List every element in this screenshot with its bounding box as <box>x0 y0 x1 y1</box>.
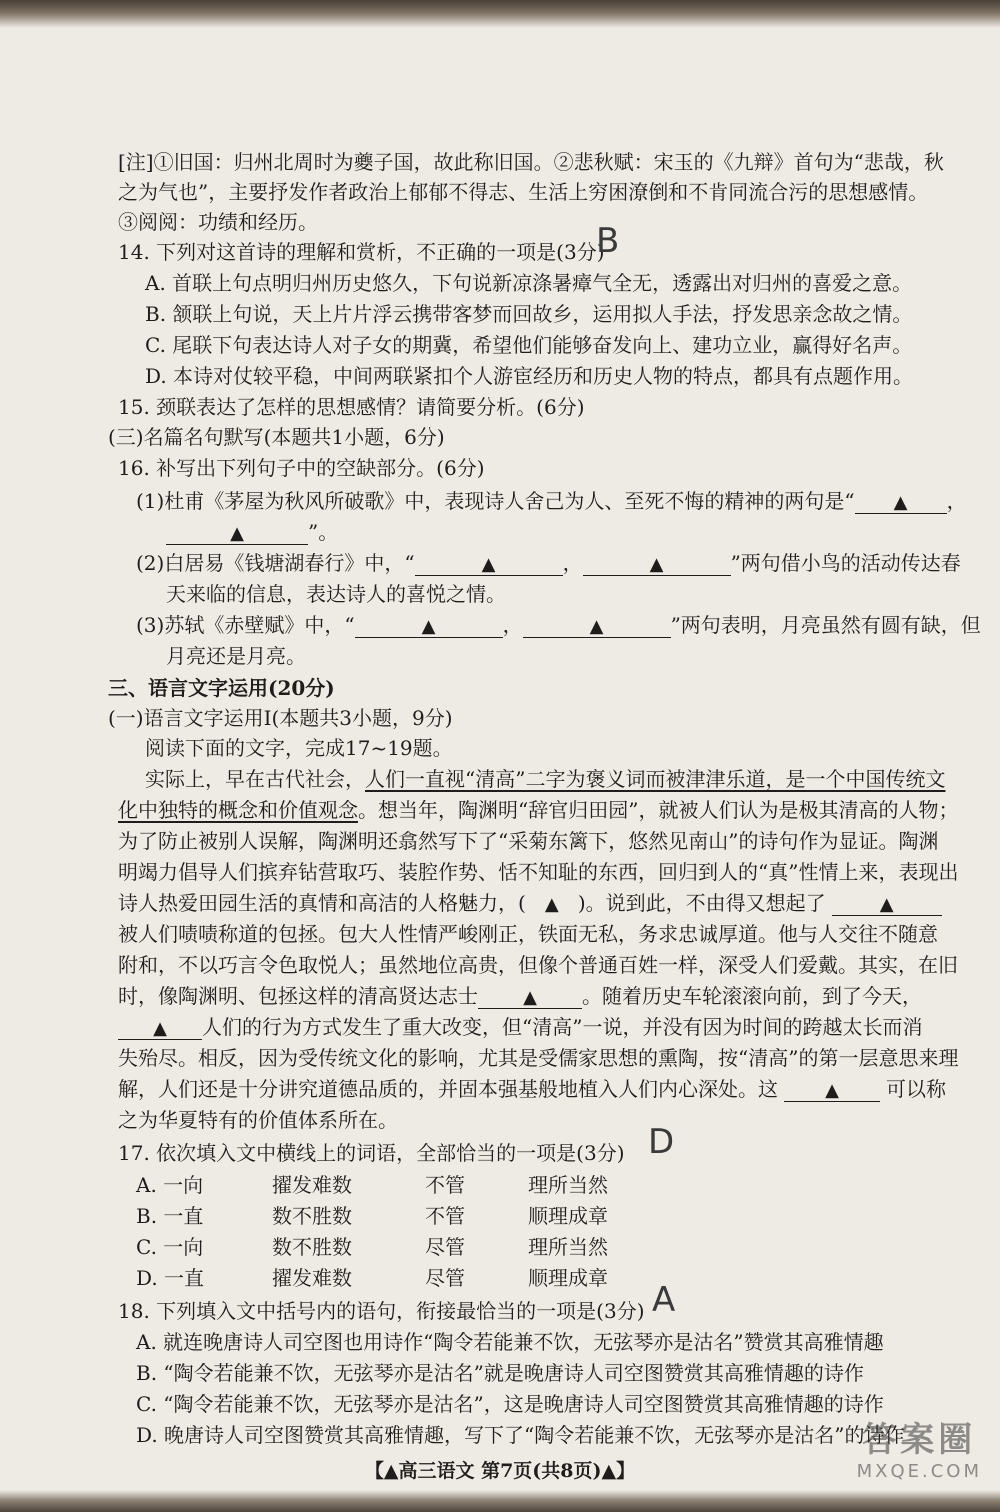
page-bottom-edge <box>0 1490 1000 1512</box>
q16-blank-1[interactable]: ▲ <box>855 489 947 514</box>
passage-underlined-sentence-part-1: 人们一直视“清高”二字为褒义词而被津津乐道，是一个中国传统文 <box>365 767 946 791</box>
passage-line-3: 为了防止被别人误解，陶渊明还翕然写下了“采菊东篱下，悠然见南山”的诗句作为显证。陶渊 <box>118 829 939 853</box>
q14-stem: 14. 下列对这首诗的理解和赏析，不正确的一项是(3分) <box>118 240 605 264</box>
q16-blank-6[interactable]: ▲ <box>523 613 671 638</box>
q14-option-c: C. 尾联下句表达诗人对子女的期冀，希望他们能够奋发向上、建功立业，赢得好名声。 <box>145 333 913 357</box>
q17-option-a-word-2: 不管 <box>425 1173 465 1197</box>
q16-item-1-line-2: ▲ ”。 <box>166 517 338 547</box>
q17-option-a-word-3: 理所当然 <box>528 1173 608 1197</box>
q16-blank-3[interactable]: ▲ <box>415 551 563 576</box>
q16-item-3-line-1: (3)苏轼《赤壁赋》中，“ ▲ ， ▲ ”两句表明，月亮虽然有圆有缺，但 <box>136 613 981 637</box>
q16-item-2-line-2: 天来临的信息，表达诗人的喜悦之情。 <box>166 582 506 606</box>
q16-stem: 16. 补写出下列句子中的空缺部分。(6分) <box>118 456 485 480</box>
q14-option-d: D. 本诗对仗较平稳，中间两联紧扣个人游宦经历和历史人物的特点，都具有点题作用。 <box>145 364 914 388</box>
note-line-2: 之为气也”，主要抒发作者政治上郁郁不得志、生活上穷困潦倒和不肯同流合污的思想感情。 <box>118 180 929 204</box>
q14-option-a: A. 首联上句点明归州历史悠久，下句说新凉涤暑瘴气全无，透露出对归州的喜爱之意。 <box>145 271 913 295</box>
part-3-title: 三、语言文字运用(20分) <box>108 676 335 700</box>
passage-line-12: 之为华夏特有的价值体系所在。 <box>118 1108 398 1132</box>
q18-stem: 18. 下列填入文中括号内的语句，衔接最恰当的一项是(3分) <box>118 1299 645 1323</box>
passage-blank-1[interactable]: ▲ <box>832 891 942 916</box>
q15-stem: 15. 颈联表达了怎样的思想感情？请简要分析。(6分) <box>118 395 585 419</box>
passage-line-8: 时，像陶渊明、包拯这样的清高贤达志士 ▲ 。随着历史车轮滚滚向前，到了今天， <box>118 984 922 1008</box>
q17-option-a-word-1: 擢发难数 <box>272 1173 352 1197</box>
q16-blank-5[interactable]: ▲ <box>355 613 503 638</box>
passage-line-9: ▲ 人们的行为方式发生了重大改变，但“清高”一说，并没有因为时间的跨越太长而消 <box>118 1012 922 1042</box>
note-line-3: ③阅阅：功绩和经历。 <box>118 210 318 234</box>
q17-option-c-word-1: 数不胜数 <box>272 1235 352 1259</box>
q14-handwritten-answer: B <box>596 221 620 261</box>
q17-handwritten-answer: D <box>648 1122 675 1162</box>
q17-option-b-label: B. 一直 <box>136 1204 204 1228</box>
q16-item-1-line-1: (1)杜甫《茅屋为秋风所破歌》中，表现诗人舍己为人、至死不悔的精神的两句是“ ▲ ， <box>136 489 967 513</box>
passage-bracket-blank[interactable]: ▲ <box>544 894 559 915</box>
q16-item-3-line-2: 月亮还是月亮。 <box>166 644 306 668</box>
watermark-logo <box>857 1412 982 1482</box>
page-footer: 【▲高三语文 第7页(共8页)▲】 <box>364 1460 636 1482</box>
passage-line-2: 化中独特的概念和价值观念。想当年，陶渊明“辞官归田园”，就被人们认为是极其清高的人物； <box>118 798 959 822</box>
passage-line-7: 附和，不以巧言令色取悦人；虽然地位高贵，但像个普通百姓一样，深受人们爱戴。其实，在旧 <box>118 953 958 977</box>
passage-blank-3[interactable]: ▲ <box>118 1015 202 1040</box>
q18-handwritten-answer: A <box>652 1280 676 1320</box>
section-3-title: (三)名篇名句默写(本题共1小题，6分) <box>108 425 445 449</box>
passage-line-11: 解，人们还是十分讲究道德品质的，并固本强基般地植入人们内心深处。这 ▲ 可以称 <box>118 1077 946 1101</box>
q17-option-b-word-1: 数不胜数 <box>272 1204 352 1228</box>
q14-option-b: B. 颔联上句说，天上片片浮云携带客梦而回故乡，运用拟人手法，抒发思亲念故之情。 <box>145 302 913 326</box>
page-top-edge <box>0 0 1000 28</box>
passage-line-5: 诗人热爱田园生活的真情和高洁的人格魅力，( ▲ )。说到此，不由得又想起了 ▲ <box>118 888 942 920</box>
subsection-1-title: (一)语言文字运用Ⅰ(本题共3小题，9分) <box>108 706 453 730</box>
watermark-site: MXQE.COM <box>856 1461 982 1482</box>
passage-line-1: 实际上，早在古代社会，人们一直视“清高”二字为褒义词而被津津乐道，是一个中国传统文 <box>145 767 946 791</box>
q17-option-d-label: D. 一直 <box>136 1266 205 1290</box>
q16-blank-4[interactable]: ▲ <box>583 551 731 576</box>
passage-line-10: 失殆尽。相反，因为受传统文化的影响，尤其是受儒家思想的熏陶，按“清高”的第一层意思来理 <box>118 1046 959 1070</box>
q18-option-c: C. “陶令若能兼不饮，无弦琴亦是沽名”，这是晚唐诗人司空图赞赏其高雅情趣的诗作 <box>136 1392 884 1416</box>
q17-option-c-label: C. 一向 <box>136 1235 204 1259</box>
passage-underlined-sentence-part-2: 化中独特的概念和价值观念 <box>118 798 358 822</box>
passage-blank-2[interactable]: ▲ <box>478 984 582 1009</box>
q16-item-1-text: (1)杜甫《茅屋为秋风所破歌》中，表现诗人舍己为人、至死不悔的精神的两句是“ <box>136 489 855 513</box>
q17-option-a-label: A. 一向 <box>136 1173 204 1197</box>
passage-blank-4[interactable]: ▲ <box>784 1077 880 1102</box>
q16-item-2-line-1: (2)白居易《钱塘湖春行》中，“ ▲ ， ▲ ”两句借小鸟的活动传达春 <box>136 551 961 575</box>
note-line-1: [注]①旧国：归州北周时为夔子国，故此称旧国。②悲秋赋：宋玉的《九辩》首句为“悲哉，秋 <box>118 150 944 174</box>
q17-option-d-word-3: 顺理成章 <box>528 1266 608 1290</box>
passage-line-4: 明竭力倡导人们摈弃钻营取巧、装腔作势、恬不知耻的东西，回归到人的“真”性情上来，表现出 <box>118 860 959 884</box>
q17-stem: 17. 依次填入文中横线上的词语，全部恰当的一项是(3分) <box>118 1141 625 1165</box>
q16-blank-2[interactable]: ▲ <box>166 520 308 545</box>
q17-option-c-word-2: 尽管 <box>425 1235 465 1259</box>
q18-option-b: B. “陶令若能兼不饮，无弦琴亦是沽名”就是晚唐诗人司空图赞赏其高雅情趣的诗作 <box>136 1361 864 1385</box>
q17-option-d-word-2: 尽管 <box>425 1266 465 1290</box>
q17-option-c-word-3: 理所当然 <box>528 1235 608 1259</box>
q17-option-d-word-1: 擢发难数 <box>272 1266 352 1290</box>
reading-instruction: 阅读下面的文字，完成17~19题。 <box>145 736 453 760</box>
q17-option-b-word-2: 不管 <box>425 1204 465 1228</box>
passage-line-6: 被人们啧啧称道的包拯。包大人性情严峻刚正，铁面无私，务求忠诚厚道。他与人交往不随意 <box>118 922 938 946</box>
q18-option-a: A. 就连晚唐诗人司空图也用诗作“陶令若能兼不饮，无弦琴亦是沽名”赞赏其高雅情趣 <box>136 1330 884 1354</box>
q18-option-d: D. 晚唐诗人司空图赞赏其高雅情趣，写下了“陶令若能兼不饮，无弦琴亦是沽名”的诗作 <box>136 1423 905 1447</box>
q17-option-b-word-3: 顺理成章 <box>528 1204 608 1228</box>
watermark-title: 答案圈 <box>862 1420 977 1460</box>
